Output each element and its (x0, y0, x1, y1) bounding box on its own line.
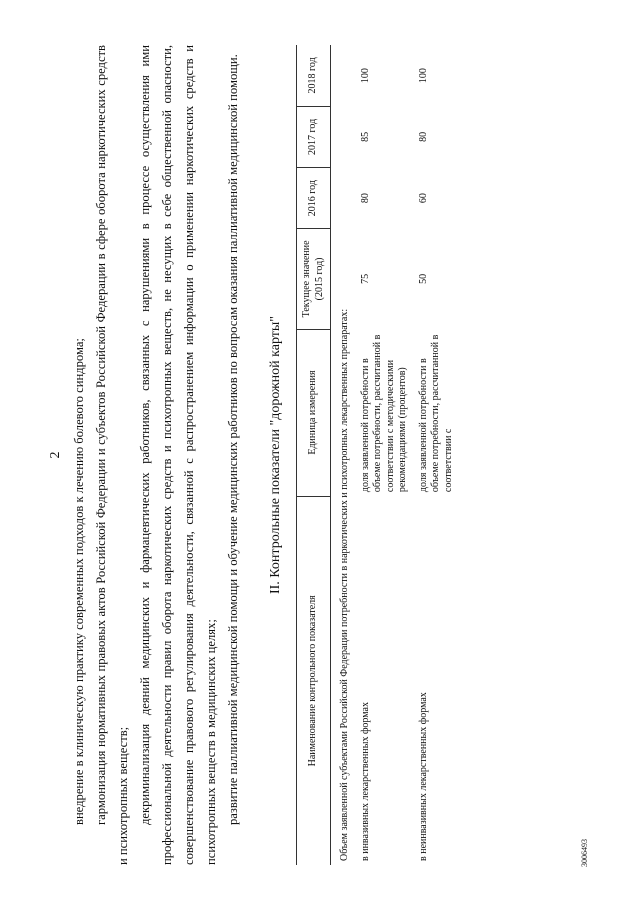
indicators-table (296, 45, 459, 865)
table-header-row (297, 45, 331, 865)
column-header-2018: 2018 год (297, 45, 331, 106)
paragraph: развитие паллиативной медицинской помощи и обучение медицинских работников по вопросам оказания паллиативной медицинской помощи. (226, 54, 240, 825)
value-2018: 100 (359, 68, 371, 84)
value-2017: 80 (417, 131, 429, 142)
indicator-unit: доля заявленной потребности в объеме потребности, рассчитанной в соответствии с (417, 334, 454, 493)
indicator-name: в неинвазивных лекарственных формах (417, 692, 429, 861)
paragraph: внедрение в клиническую практику современных подходов к лечению болевого синдрома; (72, 338, 86, 825)
rotated-document-page (40, 25, 600, 885)
value-current: 50 (417, 273, 429, 284)
column-header-current: Текущее значение (2015 год) (297, 229, 331, 329)
document-code: 3006493 (580, 839, 589, 867)
column-header-unit: Единица измерения (297, 329, 331, 496)
indicator-unit: доля заявленной потребности в объеме потребности, рассчитанной в соответствии с методическими рекомендациями (процентов) (359, 334, 408, 493)
table-row (414, 45, 460, 865)
column-header-2016: 2016 год (297, 168, 331, 229)
value-current: 75 (359, 273, 371, 284)
paragraph: гармонизация нормативных правовых актов Российской Федерации и субъектов Российской Федерации в сфере оборота наркотических средств и психотропных веществ; (94, 45, 130, 865)
value-2018: 100 (417, 68, 429, 84)
value-2016: 80 (359, 193, 371, 204)
table-group-row (331, 45, 356, 865)
indicator-name: в инвазивных лекарственных формах (359, 702, 371, 861)
page-number: 2 (48, 451, 63, 459)
column-header-2017: 2017 год (297, 106, 331, 167)
table-row (356, 45, 414, 865)
column-header-name: Наименование контрольного показателя (297, 496, 331, 865)
group-label: Объем заявленной субъектами Российской Федерации потребности в наркотических и психотропных лекарственных препаратах: (339, 308, 350, 861)
section-title: II. Контрольные показатели "дорожной карты" (268, 315, 283, 595)
document-body-text (68, 45, 244, 865)
value-2017: 85 (359, 131, 371, 142)
paragraph: декриминализация деяний медицинских и фармацевтических работников, связанных с нарушениями в процессе осуществления ими профессиональной деятельности правил оборота наркотических средств и психотропных веществ, не несущих в себе общественной опасности, совершенствование правового регулирования деятельности, связанной с распространением информации о применении наркотических средств и психотропных веществ в медицинских целях; (138, 45, 218, 865)
value-2016: 60 (417, 193, 429, 204)
